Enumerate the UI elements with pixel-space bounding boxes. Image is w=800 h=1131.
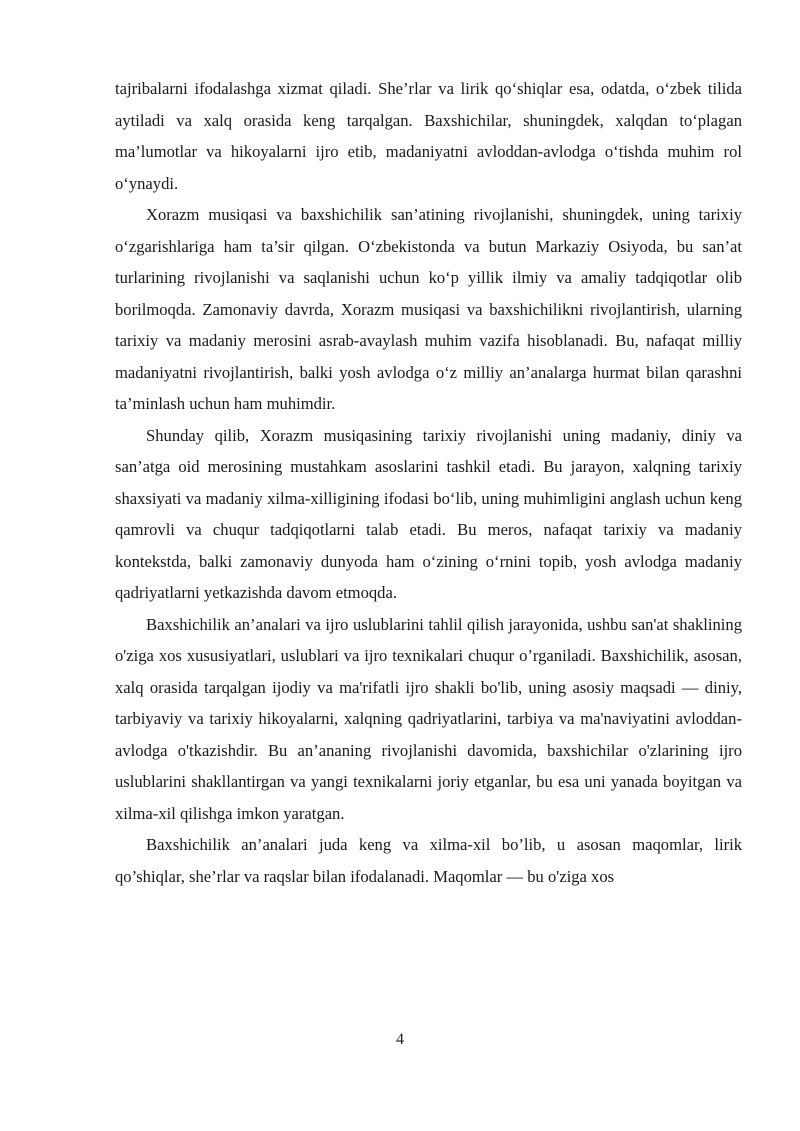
paragraph-traditions-forms: Baxshichilik an’analari juda keng va xilma-xil bo’lib, u asosan maqomlar, lirik qo’shiqlar, she’rlar va raqslar bilan ifodalanadi. Maqomlar — bu o'ziga xos <box>115 835 742 886</box>
paragraph-xorazm-development: Xorazm musiqasi va baxshichilik san’atining rivojlanishi, shuningdek, uning tarixiy o‘zgarishlariga ham ta’sir qilgan. O‘zbekistonda va butun Markaziy Osiyoda, bu san’at turlarining rivojlanishi va saqlanishi uchun ko‘p yillik ilmiy va amaliy tadqiqotlar olib borilmoqda. Zamonaviy davrda, Xorazm musiqasi va baxshichilikni rivojlantirish, ularning tarixiy va madaniy merosini asrab-avaylash muhim vazifa hisoblanadi. Bu, nafaqat milliy madaniyatni rivojlantirish, balki yosh avlodga o‘z milliy an’analarga hurmat bilan qarashni ta’minlash uchun ham muhimdir. <box>115 205 742 413</box>
paragraph-performance-styles: Baxshichilik an’analari va ijro uslublarini tahlil qilish jarayonida, ushbu san'at shaklining o'ziga xos xususiyatlari, uslublari va ijro texnikalari chuqur o’rganiladi. Baxshichilik, asosan, xalq orasida tarqalgan ijodiy va ma'rifatli ijro shakli bo'lib, uning asosiy maqsadi — diniy, tarbiyaviy va tarixiy hikoyalarni, xalqning qadriyatlarini, tarbiya va ma'naviyatini avloddan-avlodga o'tkazishdir. Bu an’ananing rivojlanishi davomida, baxshichilar o'zlarining ijro uslublarini shakllantirgan va yangi texnikalarni joriy etganlar, bu esa uni yanada boyitgan va xilma-xil qilishga imkon yaratgan. <box>115 614 742 823</box>
paragraph-historical-heritage: Shunday qilib, Xorazm musiqasining tarixiy rivojlanishi uning madaniy, diniy va san’atga oid merosining mustahkam asoslarini tashkil etadi. Bu jarayon, xalqning tarixiy shaxsiyati va madaniy xilma-xilligining ifodasi bo‘lib, uning muhimligini anglash uchun keng qamrovli va chuqur tadqiqotlarni talab etadi. Bu meros, nafaqat tarixiy va madaniy kontekstda, balki zamonaviy dunyoda ham o‘zining o‘rnini topib, yosh avlodga madaniy qadriyatlarni yetkazishda davom etmoqda. <box>115 425 742 602</box>
page-number: 4 <box>396 1031 404 1048</box>
document-body <box>115 73 742 892</box>
paragraph-continuation: tajribalarni ifodalashga xizmat qiladi. She’rlar va lirik qo‘shiqlar esa, odatda, o‘zbek tilida aytiladi va xalq orasida keng tarqalgan. Baxshichilar, shuningdek, xalqdan to‘plagan ma’lumotlar va hikoyalarni ijro etib, madaniyatni avloddan-avlodga o‘tishda muhim rol o‘ynaydi. <box>115 79 742 193</box>
